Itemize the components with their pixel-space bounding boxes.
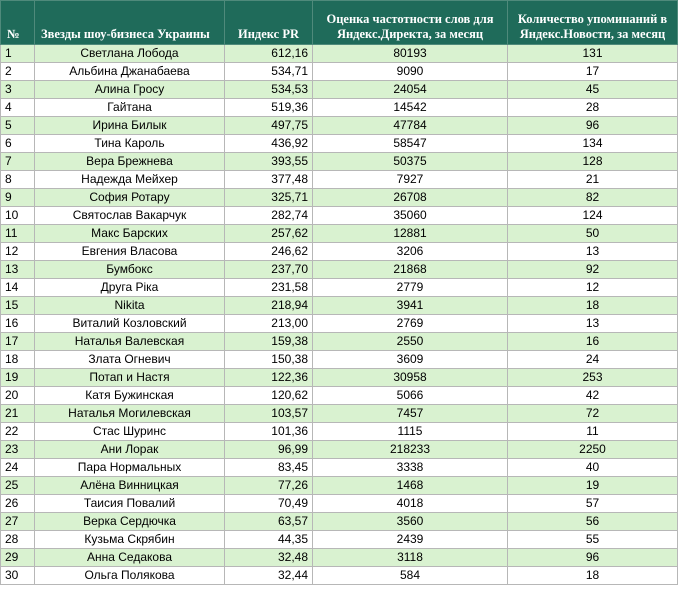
cell-name: Nikita [35, 297, 225, 315]
cell-frequency: 7457 [313, 405, 508, 423]
cell-number: 25 [1, 477, 35, 495]
cell-pr-index: 63,57 [225, 513, 313, 531]
cell-frequency: 1115 [313, 423, 508, 441]
cell-number: 10 [1, 207, 35, 225]
cell-pr-index: 246,62 [225, 243, 313, 261]
header-row [1, 1, 678, 45]
cell-pr-index: 497,75 [225, 117, 313, 135]
cell-name: Ани Лорак [35, 441, 225, 459]
cell-number: 21 [1, 405, 35, 423]
cell-news-mentions: 56 [508, 513, 678, 531]
cell-frequency: 2550 [313, 333, 508, 351]
cell-name: Верка Сердючка [35, 513, 225, 531]
column-header-frequency: Оценка частотности слов для Яндекс.Директа, за месяц [313, 1, 508, 45]
cell-name: Светлана Лобода [35, 45, 225, 63]
cell-name: Святослав Вакарчук [35, 207, 225, 225]
cell-pr-index: 377,48 [225, 171, 313, 189]
cell-news-mentions: 13 [508, 243, 678, 261]
column-header-name: Звезды шоу-бизнеса Украины [35, 1, 225, 45]
cell-name: Гайтана [35, 99, 225, 117]
table-row [1, 225, 678, 243]
cell-number: 29 [1, 549, 35, 567]
cell-name: Стас Шуринс [35, 423, 225, 441]
table-row [1, 63, 678, 81]
cell-pr-index: 159,38 [225, 333, 313, 351]
cell-name: Бумбокс [35, 261, 225, 279]
cell-news-mentions: 96 [508, 549, 678, 567]
cell-news-mentions: 72 [508, 405, 678, 423]
cell-frequency: 4018 [313, 495, 508, 513]
cell-number: 27 [1, 513, 35, 531]
table-row [1, 567, 678, 585]
cell-pr-index: 150,38 [225, 351, 313, 369]
cell-pr-index: 325,71 [225, 189, 313, 207]
cell-news-mentions: 16 [508, 333, 678, 351]
cell-number: 5 [1, 117, 35, 135]
cell-pr-index: 534,71 [225, 63, 313, 81]
cell-pr-index: 96,99 [225, 441, 313, 459]
cell-name: Ирина Билык [35, 117, 225, 135]
table-row [1, 99, 678, 117]
table-row [1, 513, 678, 531]
cell-news-mentions: 28 [508, 99, 678, 117]
table-row [1, 531, 678, 549]
cell-number: 26 [1, 495, 35, 513]
cell-name: Таисия Повалий [35, 495, 225, 513]
cell-pr-index: 77,26 [225, 477, 313, 495]
cell-number: 24 [1, 459, 35, 477]
cell-frequency: 7927 [313, 171, 508, 189]
table-row [1, 387, 678, 405]
column-header-pr-index: Индекс PR [225, 1, 313, 45]
cell-number: 1 [1, 45, 35, 63]
cell-name: Потап и Настя [35, 369, 225, 387]
table-row [1, 333, 678, 351]
cell-number: 22 [1, 423, 35, 441]
cell-frequency: 30958 [313, 369, 508, 387]
cell-news-mentions: 128 [508, 153, 678, 171]
cell-news-mentions: 21 [508, 171, 678, 189]
table-row [1, 459, 678, 477]
table-row [1, 207, 678, 225]
cell-news-mentions: 96 [508, 117, 678, 135]
cell-frequency: 58547 [313, 135, 508, 153]
cell-frequency: 584 [313, 567, 508, 585]
cell-frequency: 14542 [313, 99, 508, 117]
cell-news-mentions: 253 [508, 369, 678, 387]
cell-news-mentions: 50 [508, 225, 678, 243]
cell-news-mentions: 11 [508, 423, 678, 441]
table-row [1, 477, 678, 495]
cell-news-mentions: 19 [508, 477, 678, 495]
table-row [1, 369, 678, 387]
table-row [1, 315, 678, 333]
cell-pr-index: 218,94 [225, 297, 313, 315]
cell-number: 11 [1, 225, 35, 243]
cell-name: Макс Барских [35, 225, 225, 243]
cell-frequency: 35060 [313, 207, 508, 225]
cell-number: 4 [1, 99, 35, 117]
cell-number: 19 [1, 369, 35, 387]
cell-pr-index: 534,53 [225, 81, 313, 99]
cell-frequency: 3118 [313, 549, 508, 567]
cell-news-mentions: 13 [508, 315, 678, 333]
table-row [1, 243, 678, 261]
cell-number: 16 [1, 315, 35, 333]
cell-name: Ольга Полякова [35, 567, 225, 585]
cell-pr-index: 257,62 [225, 225, 313, 243]
cell-pr-index: 237,70 [225, 261, 313, 279]
cell-news-mentions: 17 [508, 63, 678, 81]
cell-frequency: 2439 [313, 531, 508, 549]
cell-number: 2 [1, 63, 35, 81]
cell-news-mentions: 12 [508, 279, 678, 297]
table-row [1, 189, 678, 207]
cell-number: 17 [1, 333, 35, 351]
cell-name: Злата Огневич [35, 351, 225, 369]
table-body [1, 45, 678, 585]
cell-news-mentions: 18 [508, 567, 678, 585]
cell-name: Анна Седакова [35, 549, 225, 567]
table-row [1, 81, 678, 99]
cell-frequency: 5066 [313, 387, 508, 405]
cell-frequency: 80193 [313, 45, 508, 63]
cell-name: Друга Ріка [35, 279, 225, 297]
cell-news-mentions: 92 [508, 261, 678, 279]
cell-frequency: 3941 [313, 297, 508, 315]
cell-pr-index: 231,58 [225, 279, 313, 297]
cell-number: 20 [1, 387, 35, 405]
cell-name: Кузьма Скрябин [35, 531, 225, 549]
column-header-number: № [1, 1, 35, 45]
cell-pr-index: 519,36 [225, 99, 313, 117]
cell-name: Евгения Власова [35, 243, 225, 261]
cell-name: Надежда Мейхер [35, 171, 225, 189]
cell-news-mentions: 124 [508, 207, 678, 225]
cell-name: Пара Нормальных [35, 459, 225, 477]
cell-number: 30 [1, 567, 35, 585]
cell-pr-index: 393,55 [225, 153, 313, 171]
cell-frequency: 3206 [313, 243, 508, 261]
cell-number: 13 [1, 261, 35, 279]
cell-number: 9 [1, 189, 35, 207]
cell-name: Тина Кароль [35, 135, 225, 153]
cell-frequency: 26708 [313, 189, 508, 207]
cell-pr-index: 101,36 [225, 423, 313, 441]
table-row [1, 261, 678, 279]
cell-number: 14 [1, 279, 35, 297]
table-row [1, 441, 678, 459]
cell-pr-index: 612,16 [225, 45, 313, 63]
cell-name: Наталья Валевская [35, 333, 225, 351]
table-row [1, 45, 678, 63]
cell-pr-index: 70,49 [225, 495, 313, 513]
cell-pr-index: 44,35 [225, 531, 313, 549]
cell-number: 3 [1, 81, 35, 99]
table-row [1, 351, 678, 369]
cell-pr-index: 103,57 [225, 405, 313, 423]
cell-number: 28 [1, 531, 35, 549]
table-row [1, 297, 678, 315]
cell-name: Вера Брежнева [35, 153, 225, 171]
cell-pr-index: 282,74 [225, 207, 313, 225]
table-row [1, 117, 678, 135]
cell-frequency: 3560 [313, 513, 508, 531]
cell-number: 15 [1, 297, 35, 315]
cell-name: Алёна Винницкая [35, 477, 225, 495]
cell-pr-index: 120,62 [225, 387, 313, 405]
table-row [1, 279, 678, 297]
cell-frequency: 9090 [313, 63, 508, 81]
cell-frequency: 24054 [313, 81, 508, 99]
cell-frequency: 2769 [313, 315, 508, 333]
cell-pr-index: 122,36 [225, 369, 313, 387]
cell-number: 7 [1, 153, 35, 171]
cell-frequency: 2779 [313, 279, 508, 297]
table-row [1, 423, 678, 441]
cell-news-mentions: 57 [508, 495, 678, 513]
table-row [1, 153, 678, 171]
cell-frequency: 12881 [313, 225, 508, 243]
cell-number: 8 [1, 171, 35, 189]
cell-number: 6 [1, 135, 35, 153]
cell-frequency: 1468 [313, 477, 508, 495]
cell-pr-index: 32,44 [225, 567, 313, 585]
cell-frequency: 3609 [313, 351, 508, 369]
cell-number: 12 [1, 243, 35, 261]
cell-number: 23 [1, 441, 35, 459]
table-row [1, 495, 678, 513]
cell-name: Наталья Могилевская [35, 405, 225, 423]
cell-frequency: 218233 [313, 441, 508, 459]
cell-news-mentions: 45 [508, 81, 678, 99]
cell-pr-index: 436,92 [225, 135, 313, 153]
table-row [1, 549, 678, 567]
table-row [1, 135, 678, 153]
cell-frequency: 3338 [313, 459, 508, 477]
cell-news-mentions: 24 [508, 351, 678, 369]
cell-name: Алина Гросу [35, 81, 225, 99]
cell-frequency: 47784 [313, 117, 508, 135]
cell-number: 18 [1, 351, 35, 369]
cell-name: Виталий Козловский [35, 315, 225, 333]
cell-pr-index: 32,48 [225, 549, 313, 567]
cell-news-mentions: 134 [508, 135, 678, 153]
cell-news-mentions: 131 [508, 45, 678, 63]
cell-news-mentions: 42 [508, 387, 678, 405]
table-row [1, 405, 678, 423]
cell-frequency: 21868 [313, 261, 508, 279]
cell-name: Альбина Джанабаева [35, 63, 225, 81]
cell-news-mentions: 18 [508, 297, 678, 315]
cell-news-mentions: 40 [508, 459, 678, 477]
cell-pr-index: 83,45 [225, 459, 313, 477]
cell-frequency: 50375 [313, 153, 508, 171]
table-row [1, 171, 678, 189]
cell-news-mentions: 82 [508, 189, 678, 207]
cell-name: Катя Бужинская [35, 387, 225, 405]
column-header-news-mentions: Количество упоминаний в Яндекс.Новости, за месяц [508, 1, 678, 45]
cell-pr-index: 213,00 [225, 315, 313, 333]
cell-name: София Ротару [35, 189, 225, 207]
cell-news-mentions: 2250 [508, 441, 678, 459]
cell-news-mentions: 55 [508, 531, 678, 549]
